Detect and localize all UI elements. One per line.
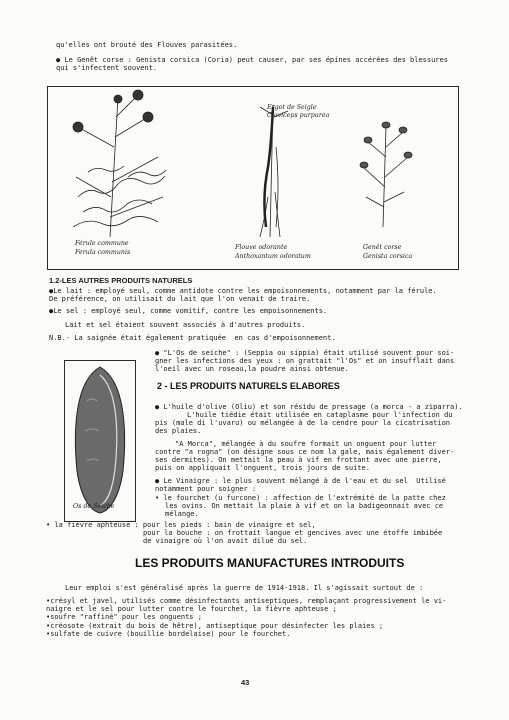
section-heading: 2 - LES PRODUITS NATURELS ELABORES xyxy=(157,381,340,391)
ferula-illustration xyxy=(73,90,166,237)
callout-label: Ergot de Seigle xyxy=(267,104,317,111)
caption-latin: Ferula communis xyxy=(75,249,131,256)
paragraph-line: "A Morca", mélangée à du soufre formait un onguent pour lutter xyxy=(175,440,437,448)
paragraph-line: puis on appliquait l'onguent, trois jours de suite. xyxy=(155,464,370,472)
nb-note: N.B.- La saignée était également pratiquée en cas d'empoisonnement. xyxy=(49,334,336,342)
section-heading: 1.2-LES AUTRES PRODUITS NATURELS xyxy=(49,276,193,285)
paragraph-line: • le fourchet (u furcone) : affection de l'extrémité de la patte chez xyxy=(155,494,446,502)
paragraph-line: l'oeil avec un roseau,la poudre ainsi obtenue. xyxy=(155,365,349,373)
bullet-line: naigre et le sel pour lutter contre le fourchet, la fièvre aphteuse ; xyxy=(46,605,337,613)
callout-label: Claviceps purpurea xyxy=(267,112,330,119)
paragraph-line: Leur emploi s'est généralisé après la guerre de 1914-1918. Il s'agissait surtout de : xyxy=(65,584,424,592)
flouve-illustration xyxy=(260,105,288,237)
paragraph-line: de vinaigre où l'on avait dilué du sel. xyxy=(143,537,308,545)
paragraph-line: gner les infections des yeux : on grattait "l'Os" et on insufflait dans xyxy=(155,357,455,365)
paragraph-line: ses dermites). On mettait la peau à vif en frottant avec une pierre, xyxy=(155,456,442,464)
page-number: 43 xyxy=(241,678,250,687)
caption-latin: Genista corsica xyxy=(363,253,413,260)
paragraph-line: des plaies. xyxy=(155,427,202,435)
genet-illustration xyxy=(360,122,412,227)
paragraph-line: ●Le lait : employé seul, comme antidote contre les empoisonnements, notamment par la férule. xyxy=(49,287,437,295)
paragraph-line: De préférence, on utilisait du lait que l'on venait de traire. xyxy=(49,295,311,303)
bullet-line: •sulfate de cuivre (bouillie bordelaise) pour le fourchet. xyxy=(46,630,291,638)
bullet-line: •créosote (extrait du bois de hêtre), antiseptique pour désinfecter les plaies ; xyxy=(46,622,384,630)
paragraph-line: contre "a rogna" (on désigne sous ce nom la gale, mais également diver- xyxy=(155,448,455,456)
paragraph-line: pour la bouche : on frottait langue et gencives avec une étoffe imbibée xyxy=(143,529,443,537)
paragraph-line: pis (male di l'uvaru) ou mélangée à de la cendre pour la cicatrisation xyxy=(155,419,451,427)
caption-common: Flouve odorante xyxy=(235,244,288,251)
paragraph-line: ● L'huile d'olive (Oliu) et son résidu de pressage (a morca - a ziparra). xyxy=(155,403,463,411)
paragraph-line: L'huile tiédie était utilisée en cataplasme pour l'infection du xyxy=(187,411,453,419)
bullet-line: •crésyl et javel, utilisés comme désinfectants antiseptiques, remplaçant progressivement le vi- xyxy=(46,597,447,605)
paragraph-line: notamment pour soigner : xyxy=(155,485,257,493)
section-heading: LES PRODUITS MANUFACTURES INTRODUITS xyxy=(135,556,405,570)
caption-common: Genêt corse xyxy=(363,244,402,251)
paragraph-line: mélange. xyxy=(165,510,199,518)
bullet-line: •soufre "raffiné" pour les onguents ; xyxy=(46,613,202,621)
caption-common: Férule commune xyxy=(75,240,129,247)
caption-seiche: Os de Seiche xyxy=(73,503,115,510)
intro-line: ● Le Genêt corse : Genista corsica (Coria) peut causer, par ses épines accérées des blessures xyxy=(56,56,448,64)
paragraph-line: Lait et sel étaient souvent associés à d'autres produits. xyxy=(65,321,306,329)
paragraph-line: • la fièvre aphteuse : pour les pieds : bain de vinaigre et sel, xyxy=(46,521,316,529)
paragraph-line: les ovins. On mettait la plaie à vif et on la badigeonnait avec ce xyxy=(165,502,444,510)
caption-latin: Anthoxantum odoratum xyxy=(235,253,311,260)
paragraph-line: ● Le Vinaigre : le plus souvent mélangé à de l'eau et du sel Utilisé xyxy=(155,477,446,485)
seiche-illustration xyxy=(65,361,135,521)
seiche-illustration-frame xyxy=(64,360,136,522)
intro-line: qui s'infectent souvent. xyxy=(56,64,158,72)
paragraph-line: ● "L'Os de seiche" : (Seppia ou sippia) était utilisé souvent pour soi- xyxy=(155,349,455,357)
paragraph-line: ●Le sel : employé seul, comme vomitif, contre les empoisonnements. xyxy=(49,307,328,315)
intro-line: qu'elles ont brouté des Flouves parasitées. xyxy=(56,41,238,49)
